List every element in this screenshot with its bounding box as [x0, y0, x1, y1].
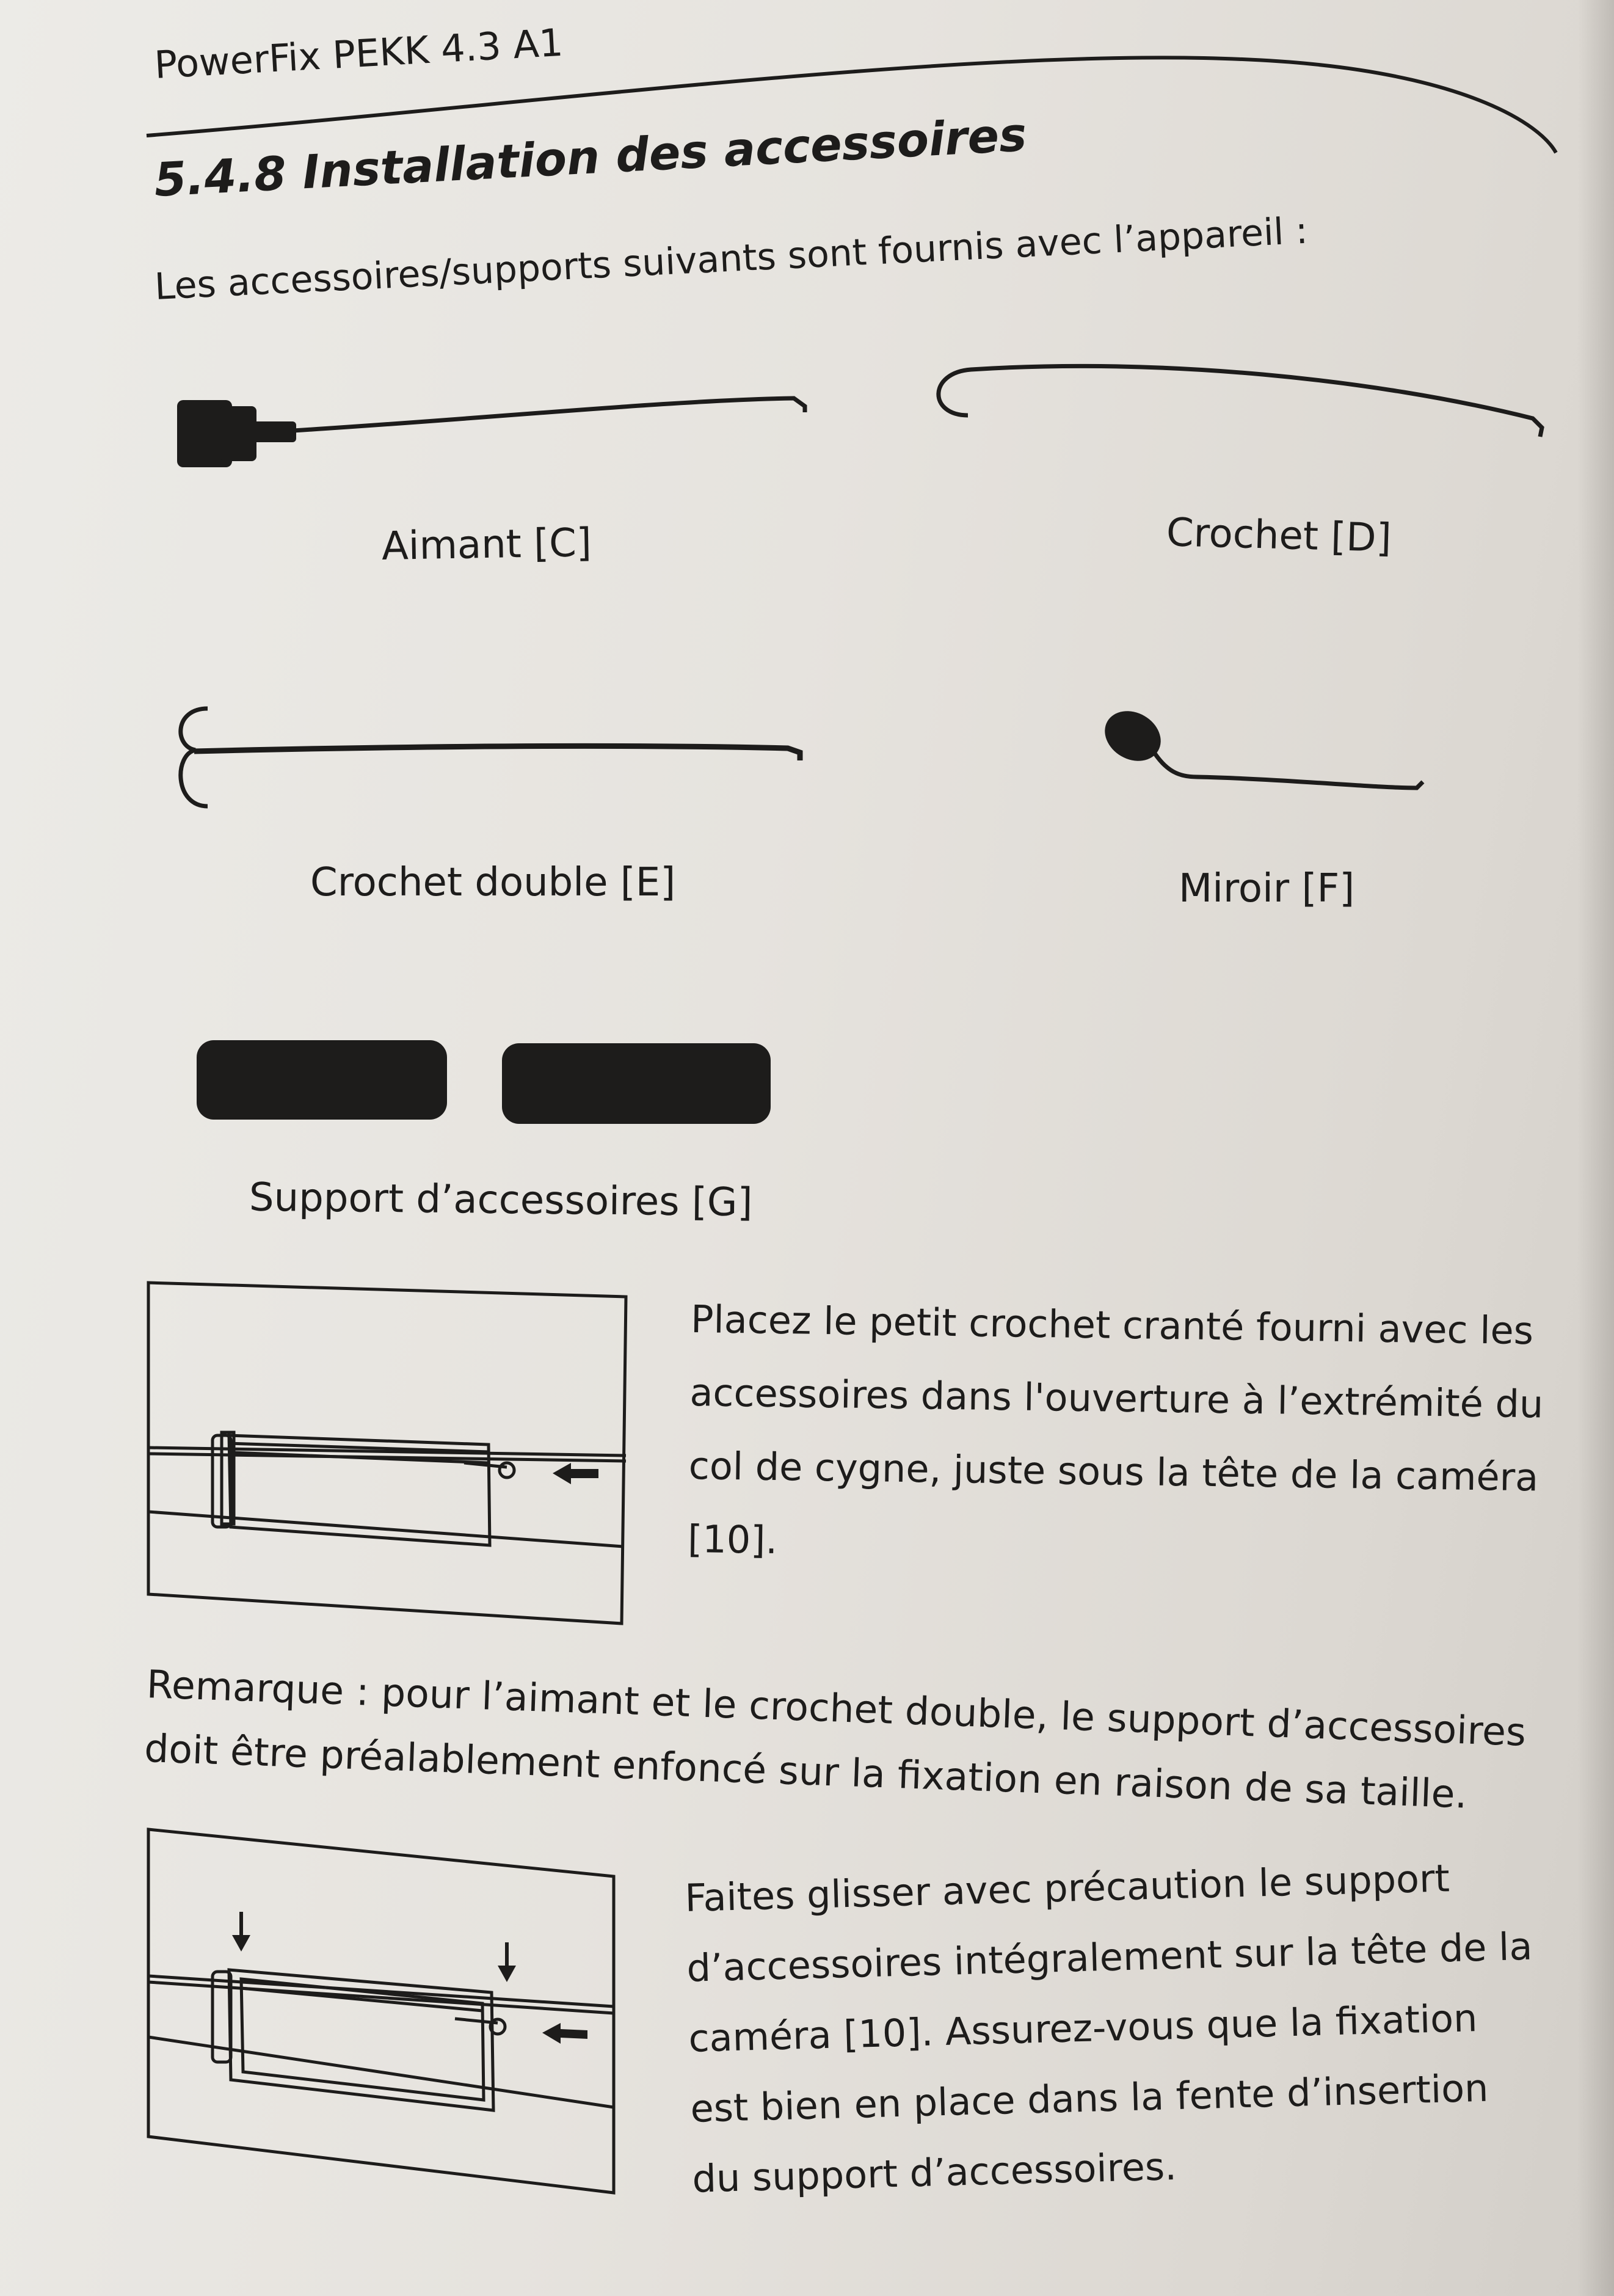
label-magnet: Aimant [C]: [381, 520, 592, 569]
step1-text: Placez le petit crochet cranté fourni avec les accessoires dans l'ouverture à l’extrémité du col de cygne, juste sous la tête de la caméra [10].: [687, 1296, 1544, 1563]
label-accessory-holder: Support d’accessoires [G]: [249, 1175, 753, 1226]
step2-text: Faites glisser avec précaution le support d’accessoires intégralement sur la tête de la caméra [10]. Assurez-vous que la fixation est bien en place dans la fente d’insertion du support d’accessoires.: [684, 1856, 1533, 2201]
header-product-name: PowerFix PEKK 4.3 A1: [153, 20, 564, 87]
label-hook: Crochet [D]: [1166, 510, 1392, 561]
label-double-hook: Crochet double [E]: [310, 860, 676, 905]
arrow-down-icon-2: [498, 1942, 516, 1982]
label-mirror: Miroir [F]: [1179, 866, 1355, 911]
remark-text: Remarque : pour l’aimant et le crochet double, le support d’accessoires doit être préalablement enfoncé sur la fixation en raison de sa taille.: [144, 1661, 1527, 1817]
intro-text: Les accessoires/supports suivants sont fournis avec l’appareil :: [153, 209, 1309, 308]
arrow-left-icon-2: [542, 2023, 587, 2044]
arrow-down-icon-1: [232, 1912, 250, 1952]
section-title: 5.4.8 Installation des accessoires: [153, 107, 1028, 207]
